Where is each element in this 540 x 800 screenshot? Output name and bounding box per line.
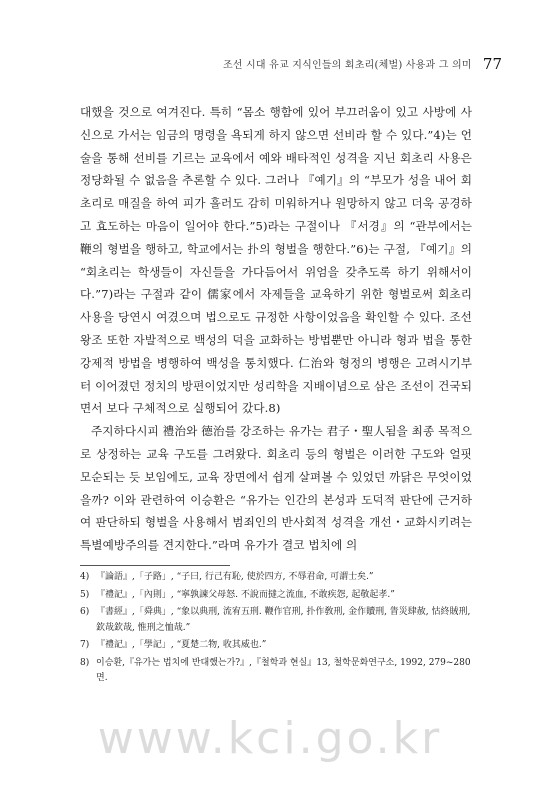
- body-paragraph: 대했을 것으로 여겨진다. 특히 “몸소 행함에 있어 부끄러움이 있고 사방에 사신으로 가서는 임금의 명령을 욕되게 하지 않으면 선비라 할 수 있다.”4)는 언술을 통해 선비를 기르는 교육에서 예와 배타적인 성격을 지닌 회초리 사용은 정당화될 수 없음을 추론할 수 있다. 그러나 『예기』의 “부모가 성을 내어 회초리로 매질을 하여 피가 흘러도 감히 미워하거나 원망하지 않고 더욱 공경하고 효도하는 마음이 일어야 한다.”5)라는 구절이나 『서경』의 “관부에서는 鞭의 형벌을 행하고, 학교에서는 扑의 형벌을 행한다.”6)는 구절, 『예기』의 “회초리는 학생들이 자신들을 가다듬어서 위엄을 갖추도록 하기 위해서이다.”7)라는 구절과 같이 儒家에서 자제들을 교육하기 위한 형벌로써 회초리 사용을 당연시 여겼으며 법으로도 규정한 사항이었음을 확인할 수 있다. 조선왕조 또한 자발적으로 백성의 덕을 교화하는 방법뿐만 아니라 형과 법을 통한 강제적 방법을 병행하여 백성을 통치했다. 仁治와 형정의 병행은 고려시기부터 이어졌던 정치의 방편이었지만 성리학을 지배이념으로 삼은 조선이 건국되면서 보다 구체적으로 실행되어 갔다.8): [80, 105, 472, 416]
- footnote-number: 6): [80, 607, 90, 617]
- footnote-text: 『禮記』,「學記」, “夏楚二物, 收其威也.”: [96, 640, 267, 650]
- footnote: [80, 588, 472, 604]
- footnote-text: 『書經』,「舜典」, “象以典刑, 流宥五刑. 鞭作官刑, 扑作敎刑, 金作贖刑, 眚災肆赦, 怙終賊刑, 欽哉欽哉, 惟刑之恤哉.”: [96, 607, 471, 633]
- footnote: [80, 656, 472, 687]
- footnote: [80, 605, 472, 636]
- body-text: [80, 101, 472, 557]
- footnote-text: 『論語』,「子路」, “子曰, 行己有恥, 使於四方, 不辱君命, 可謂士矣.”: [96, 572, 374, 582]
- footnote: [80, 570, 472, 586]
- footnote-number: 5): [80, 589, 90, 600]
- running-title: 조선 시대 유교 지식인들의 회초리(체벌) 사용과 그 의미: [222, 60, 472, 71]
- footnote-divider: [80, 565, 230, 566]
- footnote-number: 4): [80, 572, 90, 582]
- body-paragraph: 주지하다시피 禮治와 德治를 강조하는 유가는 君子・聖人됨을 최종 목적으로 상정하는 교육 구도를 그려왔다. 회초리 등의 형벌은 이러한 구도와 얼핏 모순되는 듯 보임에도, 교육 장면에서 쉽게 살펴볼 수 있었던 까닭은 무엇이었을까? 이와 관련하여 이승환은 “유가는 인간의 본성과 도덕적 판단에 근거하여 판단하되 형벌을 사용해서 범죄인의 반사회적 성격을 개선・교화시키려는 특별예방주의를 견지한다.”라며 유가가 결코 법치에 의: [80, 424, 472, 553]
- footnote: [80, 638, 472, 654]
- footnote-number: 8): [80, 657, 90, 668]
- footnotes: [80, 570, 472, 689]
- page-number: 77: [482, 55, 502, 73]
- footnote-text: 이승환,『유가는 법치에 반대했는가?』,『철학과 현실』13, 철학문화연구소, 1992, 279~280면.: [96, 657, 471, 683]
- footnote-text: 『禮記』,「內則」, “寧孰諫父母怒. 不說而撻之流血, 不敢疾怨, 起敬起孝.”: [96, 589, 395, 600]
- footnote-number: 7): [80, 640, 90, 650]
- watermark: www.kci.go.kr: [97, 713, 443, 764]
- running-header: [0, 56, 502, 74]
